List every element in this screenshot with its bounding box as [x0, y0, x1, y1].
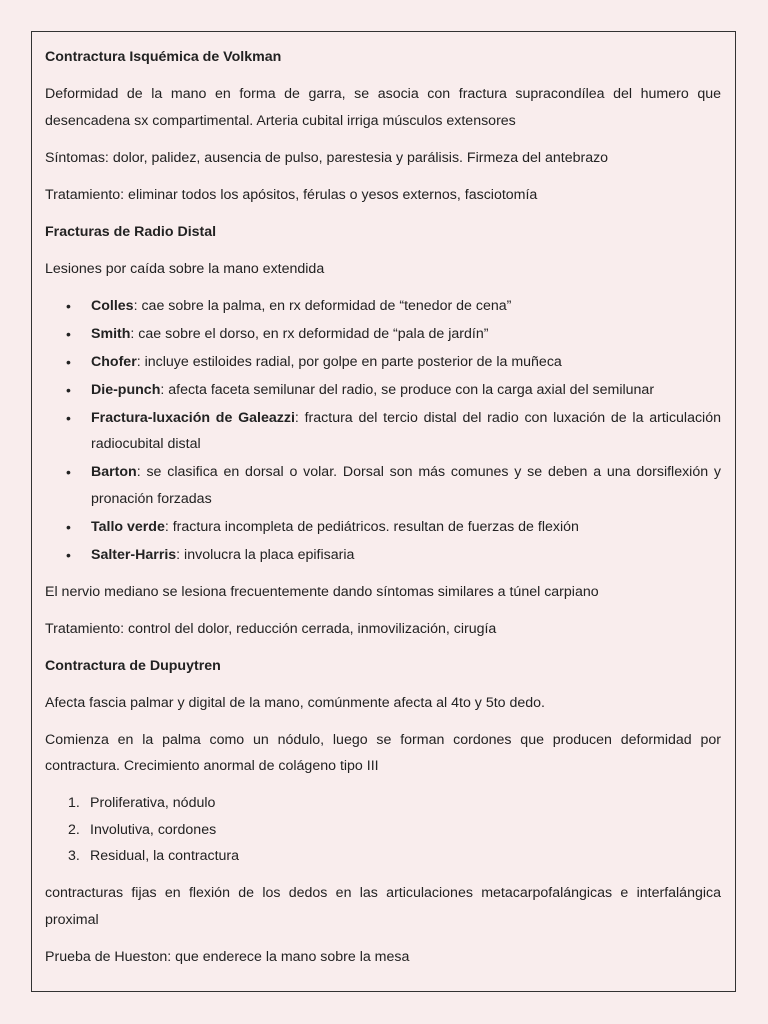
- stage-text: Involutiva, cordones: [90, 821, 217, 838]
- document-body: [45, 44, 721, 981]
- term: Tallo verde: [91, 518, 165, 535]
- definition: : se clasifica en dorsal o volar. Dorsal son más comunes y se deben a una dorsiflexión y pronación forzadas: [91, 464, 721, 507]
- definition: : cae sobre el dorso, en rx deformidad de “pala de jardín”: [130, 325, 489, 342]
- paragraph: contracturas fijas en flexión de los dedos en las articulaciones metacarpofalángicas e interfalángica proximal: [45, 885, 721, 928]
- bullet-icon: •: [66, 297, 71, 314]
- bullet-icon: •: [66, 464, 71, 480]
- bullet-icon: •: [66, 546, 71, 563]
- list-item: [45, 542, 721, 569]
- list-item: [45, 293, 721, 320]
- section-title-volkman: Contractura Isquémica de Volkman: [45, 49, 282, 65]
- term: Chofer: [91, 353, 137, 370]
- paragraph: Comienza en la palma como un nódulo, luego se forman cordones que producen deformidad por contractura. Crecimiento anormal de colágeno tipo III: [45, 731, 721, 774]
- bullet-icon: •: [66, 381, 71, 398]
- list-item: [45, 405, 721, 458]
- paragraph: Lesiones por caída sobre la mano extendida: [45, 260, 325, 277]
- list-number: 3.: [68, 848, 80, 864]
- fracture-types-list: [45, 293, 721, 569]
- list-number: 1.: [68, 795, 80, 811]
- list-item: [45, 349, 721, 376]
- paragraph: Tratamiento: eliminar todos los apósitos, férulas o yesos externos, fasciotomía: [45, 186, 538, 203]
- bullet-icon: •: [66, 325, 71, 342]
- term: Salter-Harris: [91, 546, 177, 563]
- list-item: [45, 321, 721, 348]
- paragraph: Prueba de Hueston: que enderece la mano sobre la mesa: [45, 948, 410, 965]
- definition: : fractura del tercio distal del radio con luxación de la articulación radiocubital distal: [91, 409, 721, 452]
- bullet-icon: •: [66, 353, 71, 370]
- list-item: [45, 514, 721, 541]
- term: Colles: [91, 297, 134, 314]
- stage-text: Residual, la contractura: [90, 848, 240, 864]
- definition: : fractura incompleta de pediátricos. resultan de fuerzas de flexión: [164, 518, 579, 535]
- list-number: 2.: [68, 821, 80, 838]
- paragraph: Síntomas: dolor, palidez, ausencia de pulso, parestesia y parálisis. Firmeza del antebrazo: [45, 149, 609, 166]
- section-title-dupuytren: Contractura de Dupuytren: [45, 657, 221, 674]
- definition: : incluye estiloides radial, por golpe en parte posterior de la muñeca: [136, 353, 562, 370]
- paragraph: Afecta fascia palmar y digital de la mano, comúnmente afecta al 4to y 5to dedo.: [45, 694, 545, 711]
- term: Die-punch: [91, 381, 161, 398]
- stages-list: [45, 790, 721, 870]
- definition: : cae sobre la palma, en rx deformidad de “tenedor de cena”: [133, 297, 512, 314]
- term: Barton: [91, 464, 137, 480]
- section-title-radio-distal: Fracturas de Radio Distal: [45, 223, 217, 240]
- term: Fractura-luxación de Galeazzi: [91, 409, 295, 426]
- list-item: [45, 377, 721, 404]
- stage-text: Proliferativa, nódulo: [90, 795, 216, 811]
- bullet-icon: •: [66, 518, 71, 535]
- paragraph: Tratamiento: control del dolor, reducción cerrada, inmovilización, cirugía: [45, 620, 497, 637]
- paragraph: El nervio mediano se lesiona frecuentemente dando síntomas similares a túnel carpiano: [45, 583, 599, 600]
- paragraph: Deformidad de la mano en forma de garra, se asocia con fractura supracondílea del humero que desencadena sx compartimental. Arteria cubital irriga músculos extensores: [45, 86, 721, 129]
- definition: : afecta faceta semilunar del radio, se produce con la carga axial del semilunar: [160, 381, 655, 398]
- bullet-icon: •: [66, 409, 71, 426]
- list-item: [45, 790, 721, 817]
- list-item: [45, 459, 721, 512]
- list-item: [45, 817, 721, 844]
- definition: : involucra la placa epifisaria: [176, 546, 355, 563]
- term: Smith: [91, 325, 131, 342]
- list-item: [45, 843, 721, 870]
